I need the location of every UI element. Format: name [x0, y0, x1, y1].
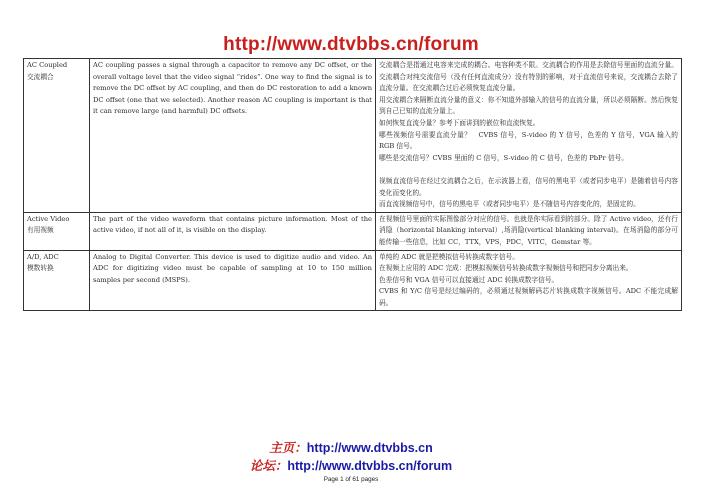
- chinese-paragraph: 如何恢复直流分量？参考下面讲到的嵌位和直流恢复。: [379, 118, 540, 127]
- glossary-row: [24, 59, 682, 213]
- english-description: Analog to Digital Converter. This device is used to digitize audio and video. An ADC for digitizing video must be capable of sampling at 10 to 150 million samples per second (MSPS).: [90, 250, 376, 311]
- page-number: Page 1 of 61 pages: [323, 476, 379, 483]
- chinese-paragraph: 视频直流信号在经过交流耦合之后，在示波器上看，信号的黑电平（或者同步电平）是随着信号内容变化而变化的。: [379, 176, 678, 197]
- term-cell: [24, 250, 90, 311]
- chinese-description: [376, 250, 682, 311]
- term-chinese: 交流耦合: [27, 72, 54, 81]
- chinese-paragraph: 哪些是交流信号？CVBS 里面的 C 信号，S-video 的 C 信号，色差的 PbPr 信号。: [379, 153, 628, 162]
- chinese-paragraph: 哪些视频信号需要直流分量？ CVBS 信号，S-video 的 Y 信号，色差的 Y 信号，VGA 输入的 RGB 信号。: [379, 130, 678, 151]
- chinese-description: [376, 59, 682, 213]
- glossary-body: [24, 59, 682, 311]
- chinese-paragraph: 而直流视频信号中，信号的黑电平（或者同步电平）是不随信号内容变化的，是固定的。: [379, 200, 640, 209]
- chinese-paragraph: 在视频信号里面的实际图像部分对应的信号。也就是你实际看到的部分。除了 Active video，还有行消隐（horizontal blanking interval）,场消隐(vertical blanking interval)。在场消隐的部分可能传输一些信息，比如 CC，TTX，VPS，PDC，VITC，Gemstar 等。: [379, 214, 678, 246]
- footer-home-link[interactable]: http://www.dtvbbs.cn: [306, 441, 433, 455]
- chinese-description: [376, 212, 682, 250]
- chinese-paragraph: CVBS 和 Y/C 信号是经过编码的，必须通过视频解码芯片转换成数字视频信号。ADC 不能完成解码。: [379, 287, 678, 307]
- footer-home-line: [0, 439, 702, 457]
- term-english: A/D, ADC: [27, 252, 59, 261]
- chinese-paragraph: 用交流耦合来隔断直流分量的意义：你不知道外部输入的信号的直流分量，所以必须隔断。然后恢复到自己已知的直流分量上。: [379, 95, 678, 116]
- paragraph-gap: [379, 164, 678, 176]
- chinese-paragraph: 交流耦合是指通过电容来完成的耦合。电容种类不限。交流耦合的作用是去除信号里面的直流分量。交流耦合对纯交流信号（没有任何直流成分）没有特别的影响，对于直流信号来说，交流耦合去除了直流分量。在交流耦合过后必须恢复直流分量。: [379, 61, 678, 93]
- footer-forum-label: 论坛：: [249, 458, 288, 473]
- footer-forum-link[interactable]: http://www.dtvbbs.cn/forum: [287, 459, 453, 473]
- page-footer: [0, 439, 702, 483]
- term-cell: [24, 212, 90, 250]
- chinese-paragraph: 色差信号和 VGA 信号可以直接通过 ADC 转换成数字信号。: [379, 275, 559, 284]
- footer-forum-line: [0, 457, 702, 475]
- term-cell: [24, 59, 90, 213]
- term-chinese: 模数转换: [27, 264, 54, 273]
- page-header-url[interactable]: http://www.dtvbbs.cn/forum: [223, 34, 479, 55]
- english-description: The part of the video waveform that contains picture information. Most of the active video, if not all of it, is visible on the display.: [90, 212, 376, 250]
- english-description: AC coupling passes a signal through a capacitor to remove any DC offset, or the overall voltage level that the video signal “rides”. One way to find the signal is to remove the DC offset by AC coupling, and then do DC restoration to add a known DC offset (one that we selected). Another reason AC coupling is important is that it can remove large (and harmful) DC offsets.: [90, 59, 376, 213]
- glossary-table: [23, 58, 682, 311]
- footer-home-label: 主页：: [269, 440, 307, 455]
- term-chinese: 有用视频: [27, 226, 54, 235]
- glossary-row: [24, 212, 682, 250]
- glossary-row: [24, 250, 682, 311]
- term-english: AC Coupled: [27, 61, 68, 69]
- chinese-paragraph: 单纯的 ADC 就是把模拟信号转换成数字信号。: [379, 252, 519, 261]
- chinese-paragraph: 在视频上应用的 ADC 完成：把模拟视频信号转换成数字视频信号和把同步分离出来。: [379, 264, 633, 273]
- term-english: Active Video: [27, 214, 70, 223]
